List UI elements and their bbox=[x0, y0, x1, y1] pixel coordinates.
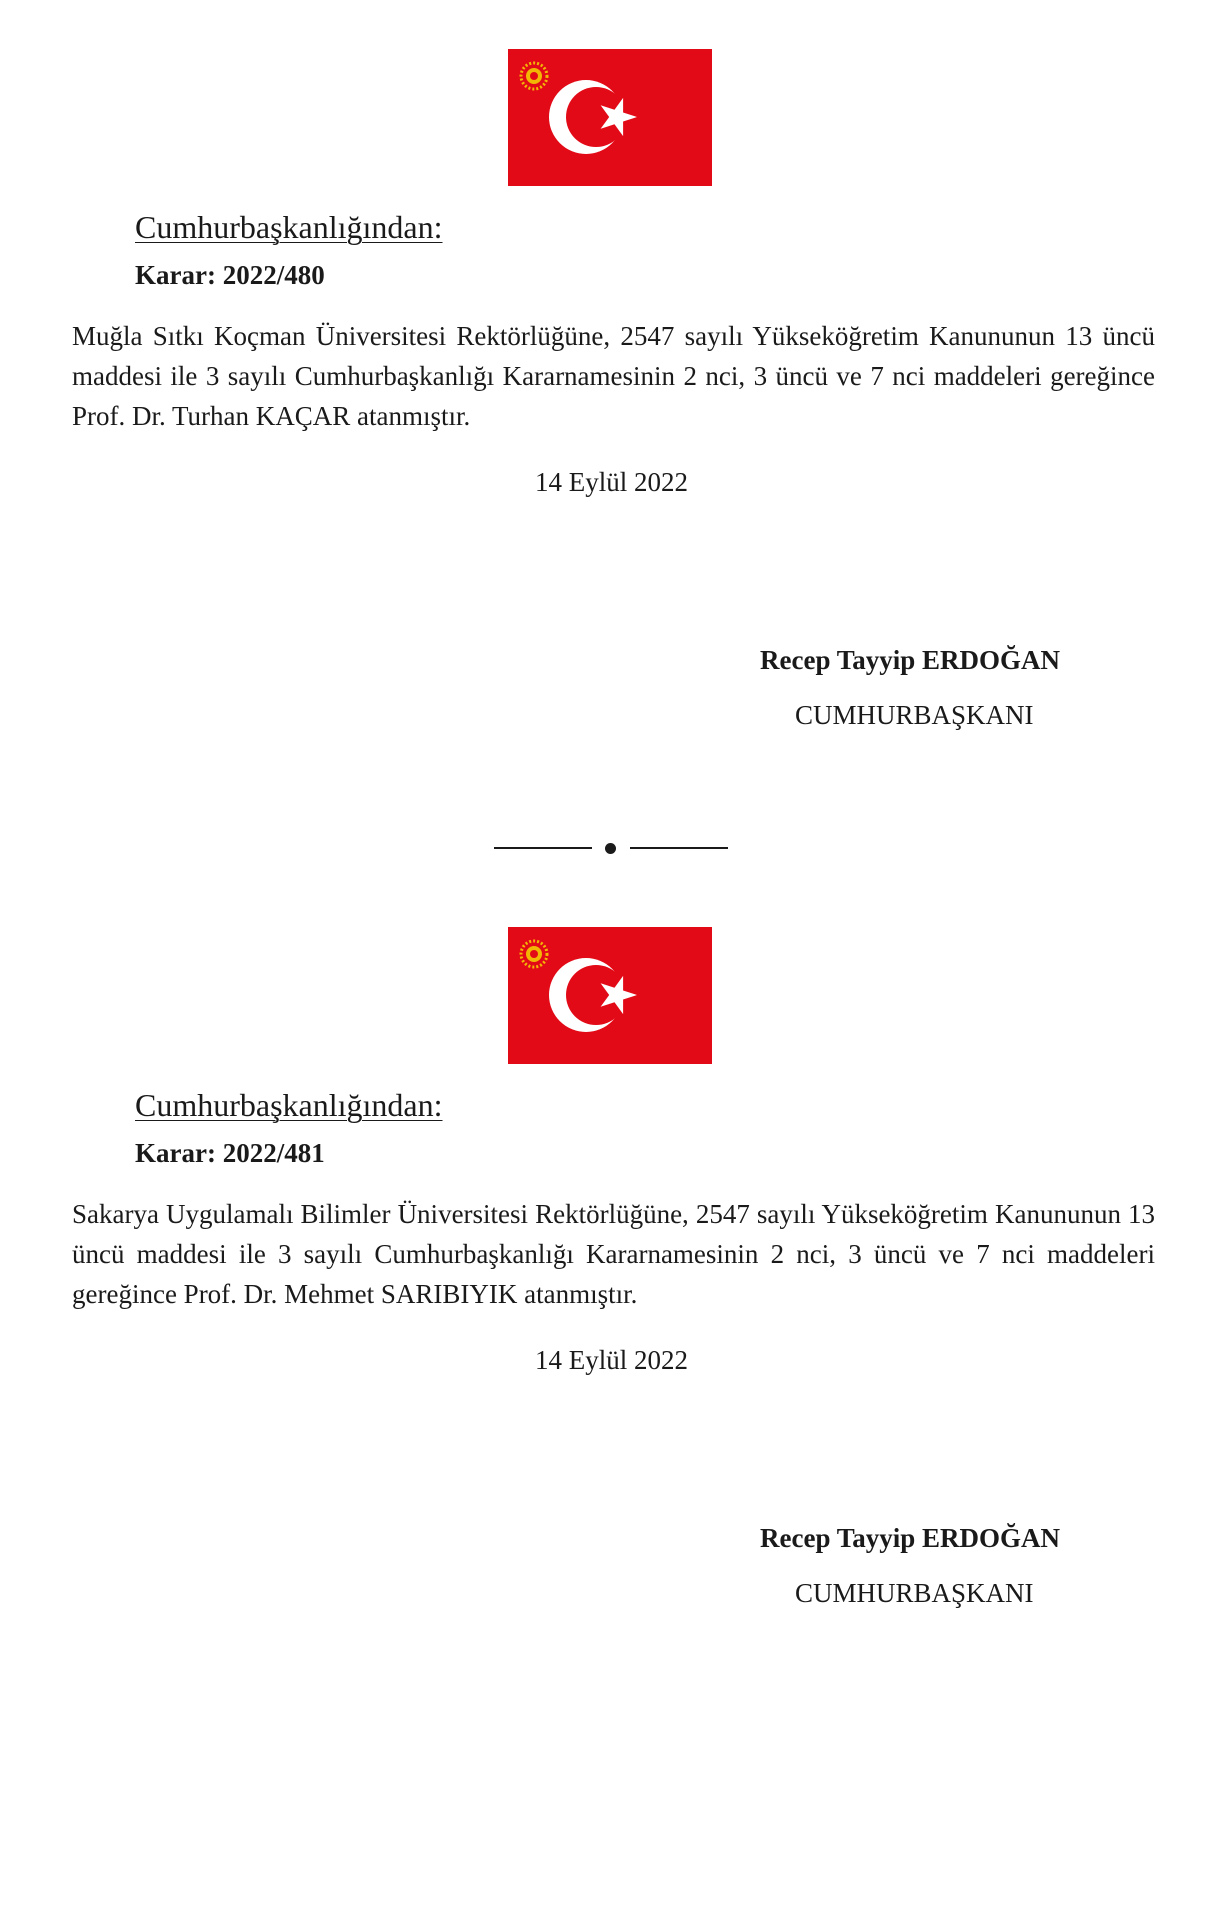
signer-title: CUMHURBAŞKANI bbox=[795, 700, 1034, 730]
decree-number: Karar: 2022/481 bbox=[135, 1138, 325, 1168]
decree-body: Sakarya Uygulamalı Bilimler Üniversitesi Rektörlüğüne, 2547 sayılı Yükseköğretim Kanununun 13 üncü maddesi ile 3 sayılı Cumhurbaşkanlığı Kararnamesinin 2 nci, 3 üncü ve 7 nci maddeleri gereğince Prof. Dr. Mehmet SARIBIYIK atanmıştır. bbox=[72, 1199, 1155, 1309]
decree-number: Karar: 2022/480 bbox=[135, 260, 325, 290]
signer-name: Recep Tayyip ERDOĞAN bbox=[760, 645, 1061, 675]
line-dot-separator bbox=[494, 842, 728, 854]
decree-body: Muğla Sıtkı Koçman Üniversitesi Rektörlüğüne, 2547 sayılı Yükseköğretim Kanununun 13 üncü maddesi ile 3 sayılı Cumhurbaşkanlığı Kararnamesinin 2 nci, 3 üncü ve 7 nci maddeleri gereğince Prof. Dr. Turhan KAÇAR atanmıştır. bbox=[72, 321, 1155, 431]
signer-title: CUMHURBAŞKANI bbox=[795, 1578, 1034, 1608]
turkish-flag-icon bbox=[508, 49, 712, 186]
decree-date: 14 Eylül 2022 bbox=[535, 467, 688, 497]
decree-heading: Cumhurbaşkanlığından: bbox=[135, 1087, 443, 1123]
separator-dot bbox=[605, 843, 616, 854]
separator-line-right bbox=[630, 847, 728, 849]
decree-1 bbox=[0, 0, 1223, 890]
signer-name: Recep Tayyip ERDOĞAN bbox=[760, 1523, 1061, 1553]
turkish-flag-icon bbox=[508, 927, 712, 1064]
decree-date: 14 Eylül 2022 bbox=[535, 1345, 688, 1375]
separator-line-left bbox=[494, 847, 592, 849]
decree-2 bbox=[0, 878, 1223, 1768]
decree-heading: Cumhurbaşkanlığından: bbox=[135, 209, 443, 245]
